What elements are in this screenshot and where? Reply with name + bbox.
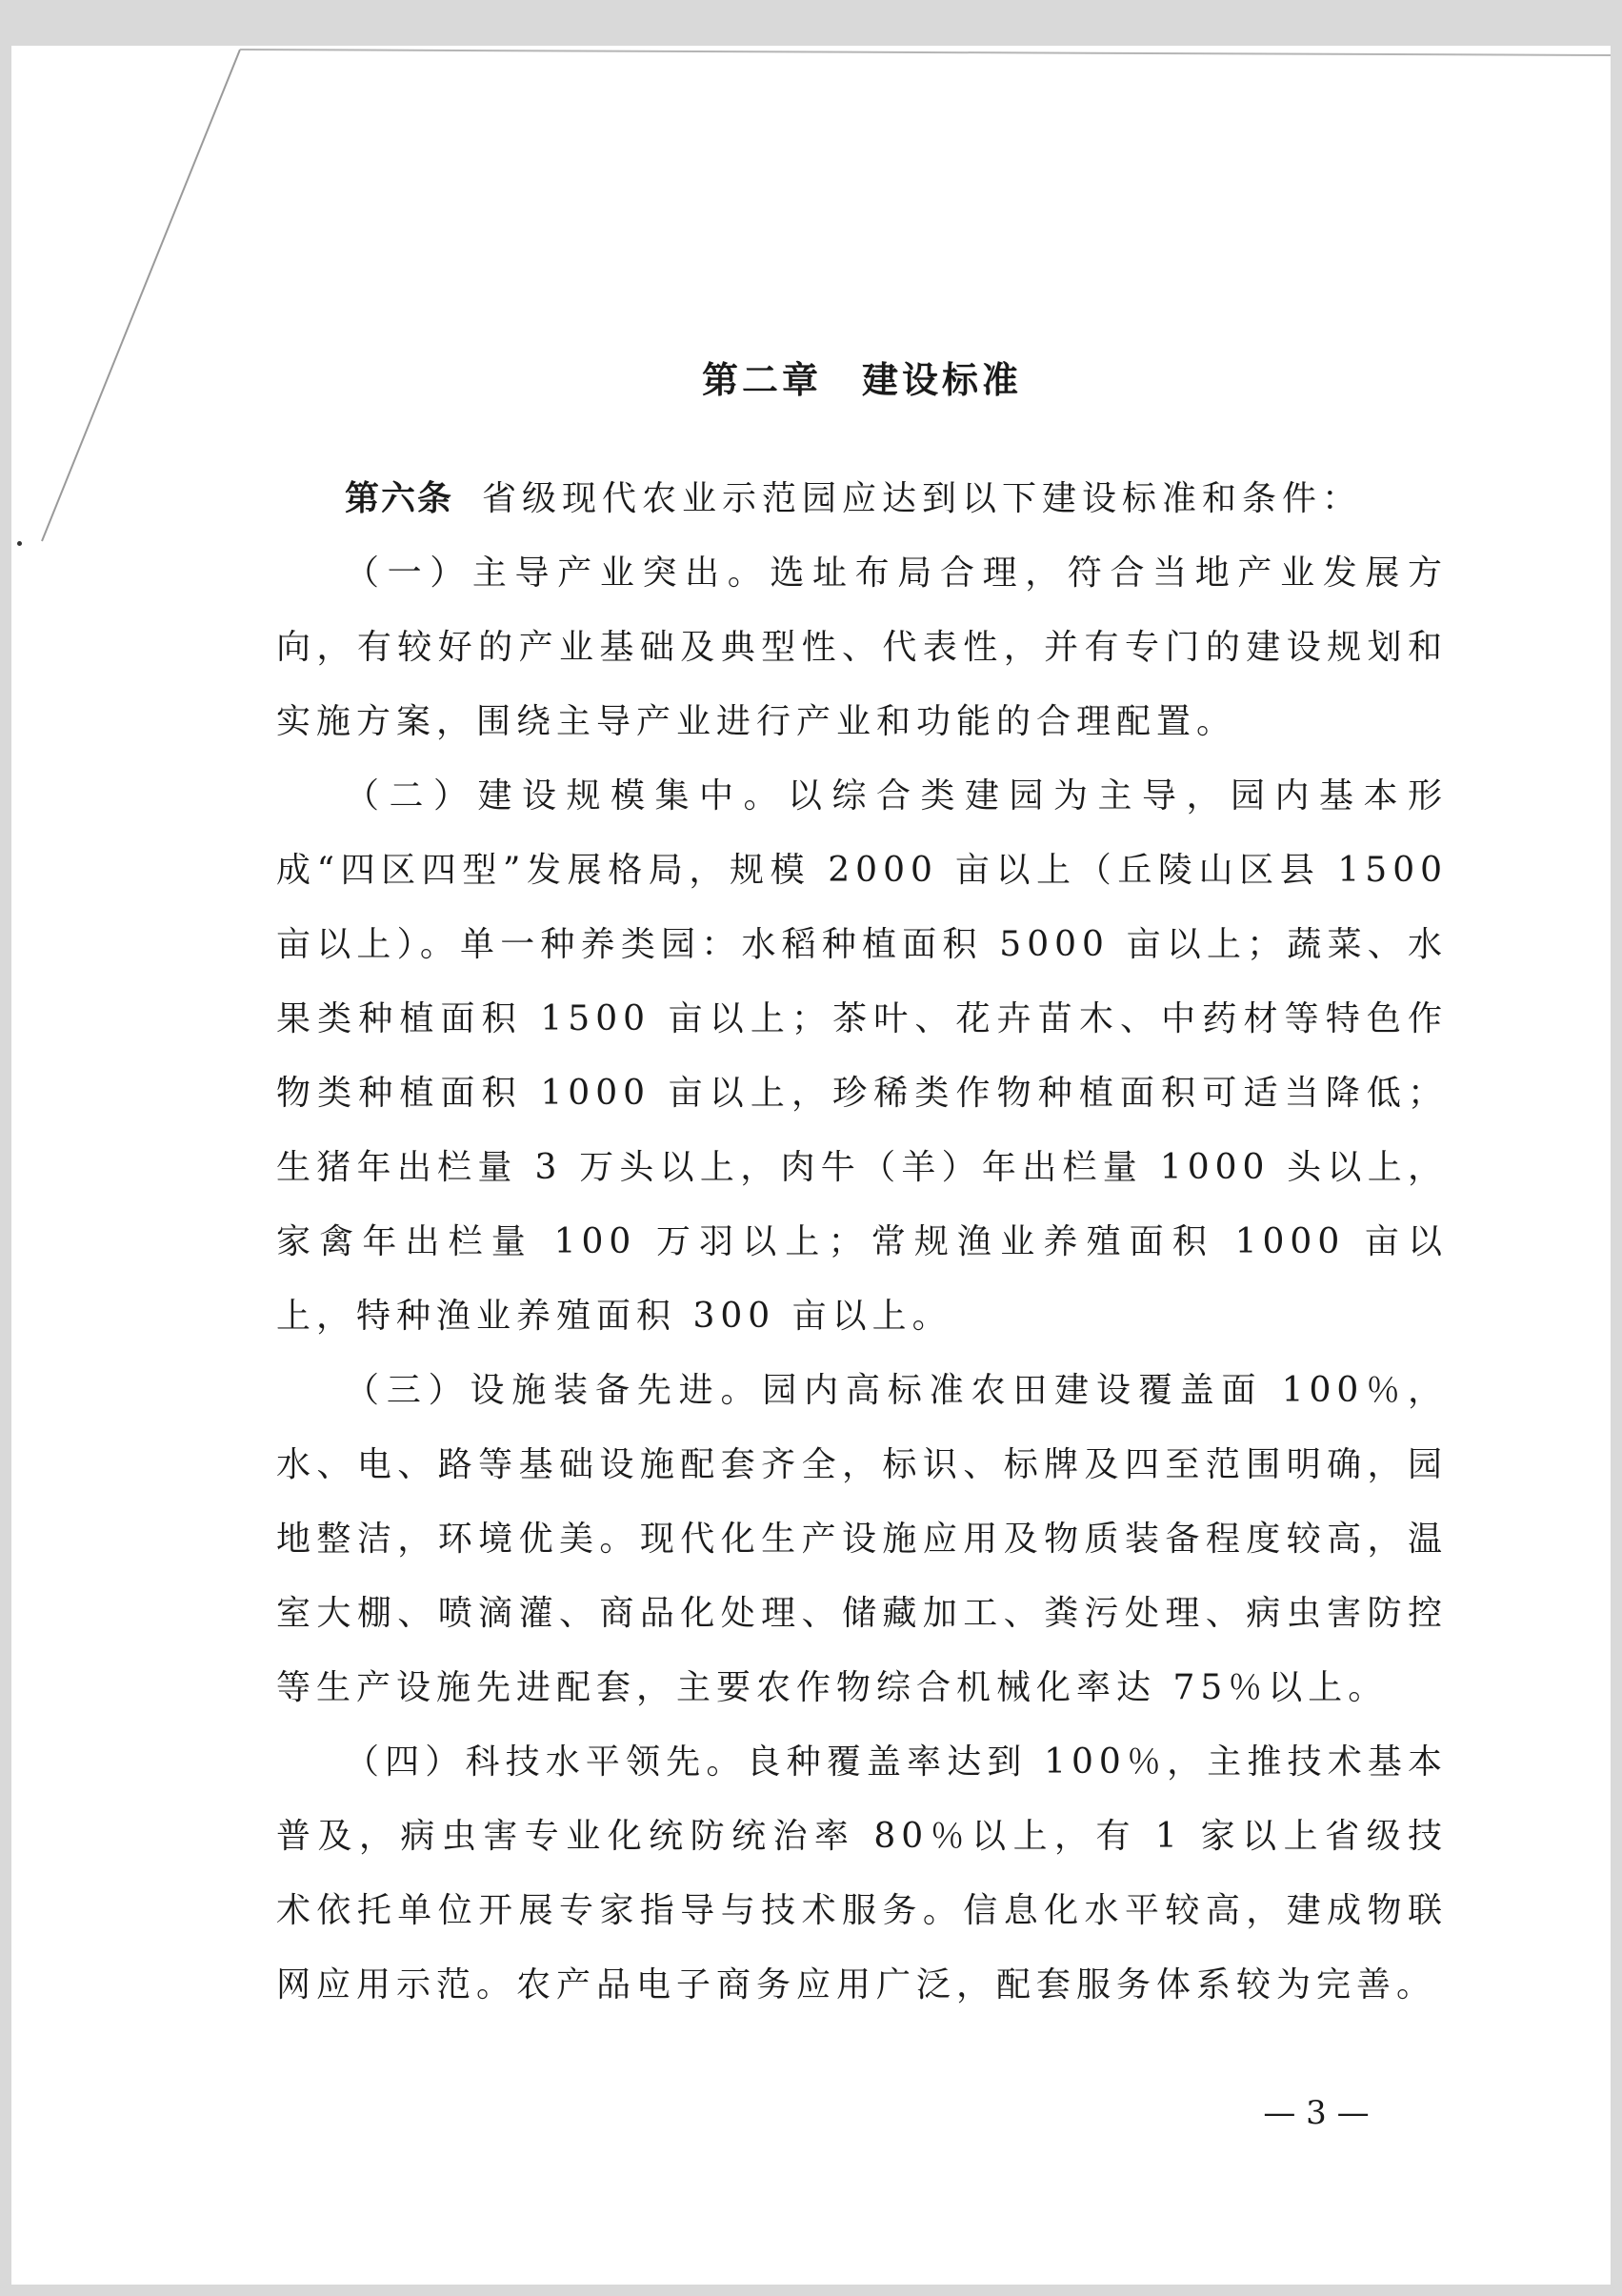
article-number: 第六条 bbox=[345, 479, 454, 518]
paragraph-3: （三）设施装备先进。园内高标准农田建设覆盖面 100％，水、电、路等基础设施配套齐全，标识、标牌及四至范围明确，园地整洁，环境优美。现代化生产设施应用及物质装备程度较高，温室大棚、喷滴灌、商品化处理、储藏加工、粪污处理、病虫害防控等生产设施先进配套，主要农作物综合机械化率达 75％以上。 bbox=[276, 1371, 1448, 1707]
document-body bbox=[276, 351, 1448, 2023]
paragraph-2: （二）建设规模集中。以综合类建园为主导，园内基本形成“四区四型”发展格局，规模 2000 亩以上（丘陵山区县 1500 亩以上）。单一种养类园：水稻种植面积 5000 亩以上；蔬菜、水果类种植面积 1500 亩以上；茶叶、花卉苗木、中药材等特色作物类种植面积 1000 亩以上，珍稀类作物种植面积可适当降低；生猪年出栏量 3 万头以上，肉牛（羊）年出栏量 1000 头以上，家禽年出栏量 100 万羽以上；常规渔业养殖面积 1000 亩以上，特种渔业养殖面积 300 亩以上。 bbox=[276, 776, 1448, 1336]
document-page bbox=[11, 46, 1611, 2285]
page-number: — 3 — bbox=[1263, 2094, 1370, 2132]
article-six-heading bbox=[276, 462, 1448, 536]
paragraph-4: （四）科技水平领先。良种覆盖率达到 100％，主推技术基本普及，病虫害专业化统防统治率 80％以上，有 1 家以上省级技术依托单位开展专家指导与技术服务。信息化水平较高，建成物联网应用示范。农产品电子商务应用广泛，配套服务体系较为完善。 bbox=[276, 1742, 1448, 2004]
article-intro: 省级现代农业示范园应达到以下建设标准和条件： bbox=[482, 479, 1363, 518]
paragraph-1: （一）主导产业突出。选址布局合理，符合当地产业发展方向，有较好的产业基础及典型性、代表性，并有专门的建设规划和实施方案，围绕主导产业进行产业和功能的合理配置。 bbox=[276, 554, 1448, 741]
chapter-title: 第二章 建设标准 bbox=[701, 359, 1022, 401]
scan-speck bbox=[17, 541, 22, 546]
